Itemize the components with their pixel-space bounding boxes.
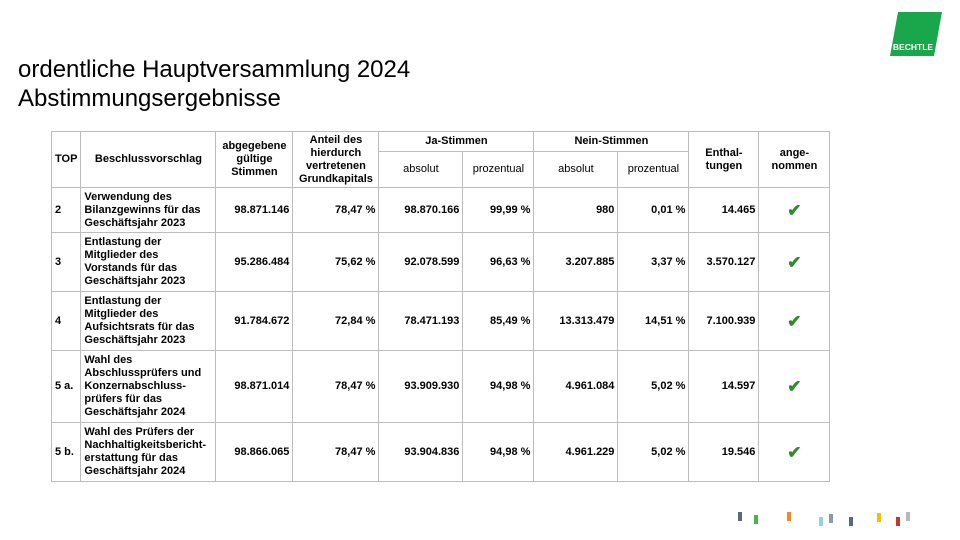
cell-valid-votes: 98.871.146 [216, 188, 293, 233]
cell-no-percentage: 5,02 % [618, 423, 689, 482]
cell-yes-absolute: 78.471.193 [379, 292, 463, 351]
table-row [52, 233, 830, 292]
decor-bar [849, 517, 853, 526]
cell-abstentions: 14.597 [689, 351, 759, 423]
cell-top: 5 a. [52, 351, 81, 423]
cell-proposal: Wahl des Prüfers der Nachhaltigkeitsbericht-erstattung für das Geschäftsjahr 2024 [81, 423, 216, 482]
cell-proposal: Entlastung der Mitglieder des Vorstands für das Geschäftsjahr 2023 [81, 233, 216, 292]
decor-bar [829, 514, 833, 523]
cell-yes-percentage: 94,98 % [463, 351, 534, 423]
header-accepted: ange-nommen [759, 132, 830, 188]
decor-bar [738, 512, 742, 521]
cell-valid-votes: 91.784.672 [216, 292, 293, 351]
table-row [52, 351, 830, 423]
cell-no-absolute: 4.961.084 [534, 351, 618, 423]
cell-yes-absolute: 93.904.836 [379, 423, 463, 482]
cell-no-absolute: 980 [534, 188, 618, 233]
logo-text: BECHTLE [892, 42, 934, 52]
header-yes-votes: Ja-Stimmen [379, 132, 534, 152]
cell-share-capital: 78,47 % [293, 351, 379, 423]
decor-bar [877, 513, 881, 522]
cell-yes-absolute: 93.909.930 [379, 351, 463, 423]
cell-valid-votes: 95.286.484 [216, 233, 293, 292]
cell-abstentions: 3.570.127 [689, 233, 759, 292]
header-share-capital: Anteil des hierdurch vertretenen Grundkapitals [293, 132, 379, 188]
cell-no-percentage: 3,37 % [618, 233, 689, 292]
cell-no-percentage: 5,02 % [618, 351, 689, 423]
check-icon: ✔ [759, 233, 830, 292]
cell-no-absolute: 3.207.885 [534, 233, 618, 292]
cell-share-capital: 78,47 % [293, 423, 379, 482]
check-icon: ✔ [759, 188, 830, 233]
header-no-absolute: absolut [534, 152, 618, 188]
table-row [52, 188, 830, 233]
decor-bar [906, 512, 910, 521]
header-yes-absolute: absolut [379, 152, 463, 188]
cell-abstentions: 14.465 [689, 188, 759, 233]
header-no-percentage: prozentual [618, 152, 689, 188]
header-no-votes: Nein-Stimmen [534, 132, 689, 152]
cell-no-absolute: 13.313.479 [534, 292, 618, 351]
cell-no-percentage: 0,01 % [618, 188, 689, 233]
cell-yes-absolute: 92.078.599 [379, 233, 463, 292]
decor-bar [787, 512, 791, 521]
cell-top: 4 [52, 292, 81, 351]
title-line-1: ordentliche Hauptversammlung 2024 [18, 56, 411, 83]
table-row [52, 423, 830, 482]
cell-share-capital: 78,47 % [293, 188, 379, 233]
decor-bar [754, 515, 758, 524]
check-icon: ✔ [759, 351, 830, 423]
cell-proposal: Entlastung der Mitglieder des Aufsichtsrats für das Geschäftsjahr 2023 [81, 292, 216, 351]
header-valid-votes: abgegebene gültige Stimmen [216, 132, 293, 188]
cell-yes-percentage: 96,63 % [463, 233, 534, 292]
cell-yes-percentage: 94,98 % [463, 423, 534, 482]
page-title [18, 55, 410, 113]
cell-abstentions: 19.546 [689, 423, 759, 482]
cell-share-capital: 75,62 % [293, 233, 379, 292]
cell-yes-percentage: 99,99 % [463, 188, 534, 233]
cell-yes-absolute: 98.870.166 [379, 188, 463, 233]
header-proposal: Beschlussvorschlag [81, 132, 216, 188]
voting-results-table [51, 131, 830, 482]
cell-share-capital: 72,84 % [293, 292, 379, 351]
cell-top: 2 [52, 188, 81, 233]
cell-no-percentage: 14,51 % [618, 292, 689, 351]
cell-yes-percentage: 85,49 % [463, 292, 534, 351]
cell-valid-votes: 98.871.014 [216, 351, 293, 423]
header-top: TOP [52, 132, 81, 188]
cell-top: 3 [52, 233, 81, 292]
header-abstentions: Enthal-tungen [689, 132, 759, 188]
decor-bar [819, 517, 823, 526]
header-yes-percentage: prozentual [463, 152, 534, 188]
cell-abstentions: 7.100.939 [689, 292, 759, 351]
table-row [52, 292, 830, 351]
cell-top: 5 b. [52, 423, 81, 482]
cell-valid-votes: 98.866.065 [216, 423, 293, 482]
title-line-2: Abstimmungsergebnisse [18, 85, 281, 112]
cell-no-absolute: 4.961.229 [534, 423, 618, 482]
check-icon: ✔ [759, 292, 830, 351]
check-icon: ✔ [759, 423, 830, 482]
bechtle-logo [890, 12, 942, 56]
cell-proposal: Wahl des Abschlussprüfers und Konzernabschluss-prüfers für das Geschäftsjahr 2024 [81, 351, 216, 423]
cell-proposal: Verwendung des Bilanzgewinns für das Geschäftsjahr 2023 [81, 188, 216, 233]
decor-bar [896, 517, 900, 526]
